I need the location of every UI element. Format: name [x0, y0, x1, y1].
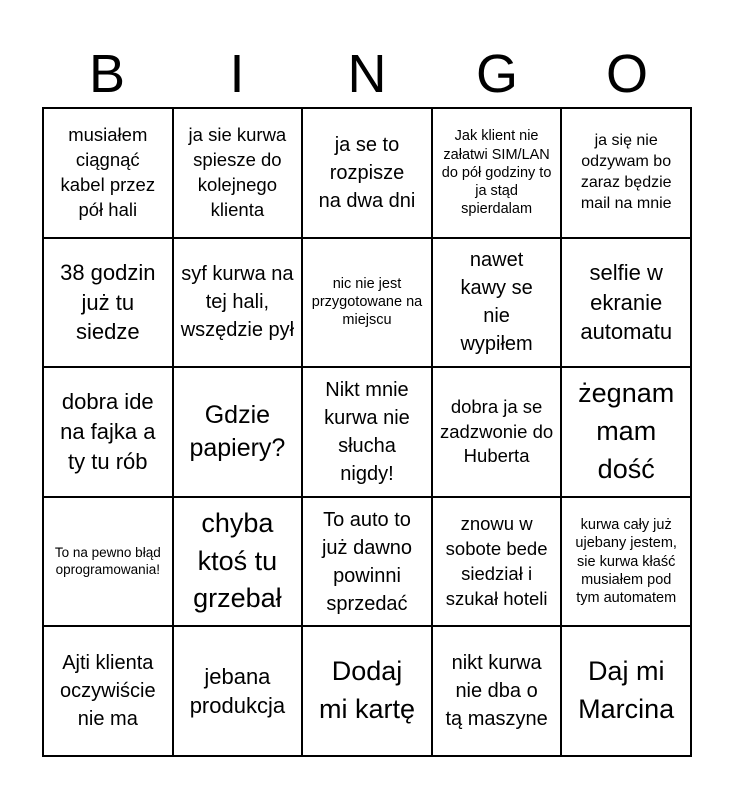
bingo-cell[interactable]	[173, 497, 303, 627]
bingo-cell[interactable]	[432, 626, 562, 756]
header-letter-b: B	[88, 44, 126, 104]
cell-text: ja się nie odzywam bo zaraz będzie mail na mnie	[580, 132, 672, 212]
cell-text: Dodaj mi kartę	[318, 656, 415, 725]
cell-text: jebana produkcja	[189, 663, 286, 719]
bingo-cell[interactable]	[561, 367, 691, 497]
cell-text: żegnam mam dość	[578, 378, 675, 484]
bingo-cell[interactable]	[173, 238, 303, 368]
bingo-cell[interactable]	[302, 497, 432, 627]
bingo-cell[interactable]	[173, 626, 303, 756]
cell-text: Nikt mnie kurwa nie słucha nigdy!	[324, 378, 410, 485]
header-letter-i: I	[229, 44, 245, 104]
bingo-cell[interactable]	[43, 108, 173, 238]
cell-text: kurwa cały już ujebany jestem, sie kurwa kłaść musiałem pod tym automatem	[575, 517, 677, 606]
cell-text: dobra ide na fajka a ty tu rób	[60, 389, 156, 474]
bingo-cell[interactable]	[302, 108, 432, 238]
bingo-cell[interactable]	[43, 238, 173, 368]
cell-text: nic nie jest przygotowane na miejscu	[311, 276, 423, 329]
bingo-cell[interactable]	[561, 626, 691, 756]
bingo-cell[interactable]	[432, 367, 562, 497]
bingo-cell[interactable]	[43, 626, 173, 756]
bingo-cell[interactable]	[561, 108, 691, 238]
cell-text: ja sie kurwa spiesze do kolejnego klienta	[188, 123, 287, 220]
bingo-cell[interactable]	[173, 108, 303, 238]
bingo-cell[interactable]	[43, 367, 173, 497]
cell-text: To auto to już dawno powinni sprzedać	[321, 508, 413, 615]
bingo-cell[interactable]	[173, 367, 303, 497]
cell-text: znowu w sobote bede siedział i szukał hoteli	[445, 512, 548, 609]
bingo-header	[42, 40, 692, 108]
cell-text: ja se to rozpisze na dwa dni	[318, 133, 416, 212]
cell-text: To na pewno błąd oprogramowania!	[54, 544, 161, 577]
bingo-cell[interactable]	[561, 497, 691, 627]
cell-text: chyba ktoś tu grzebał	[193, 507, 282, 614]
bingo-cell[interactable]	[302, 626, 432, 756]
cell-text: syf kurwa na tej hali, wszędzie pył	[180, 263, 295, 342]
cell-text: dobra ja se zadzwonie do Huberta	[440, 395, 554, 467]
bingo-cell[interactable]	[302, 367, 432, 497]
cell-text: selfie w ekranie automatu	[580, 259, 673, 345]
cell-text: Jak klient nie załatwi SIM/LAN do pół godziny to ja stąd spierdalam	[441, 128, 552, 217]
cell-text: Daj mi Marcina	[578, 656, 675, 725]
header-letter-g: G	[475, 44, 518, 104]
bingo-cell[interactable]	[302, 238, 432, 368]
cell-text: 38 godzin już tu siedze	[60, 259, 156, 345]
cell-text: nawet kawy se nie wypiłem	[460, 249, 533, 356]
bingo-cell[interactable]	[561, 238, 691, 368]
cell-text: musiałem ciągnąć kabel przez pół hali	[60, 123, 156, 220]
bingo-cell[interactable]	[43, 497, 173, 627]
cell-text: nikt kurwa nie dba o tą maszyne	[445, 652, 548, 731]
bingo-cell[interactable]	[432, 108, 562, 238]
cell-text: Gdzie papiery?	[189, 401, 286, 462]
header-letter-o: O	[605, 44, 648, 104]
bingo-cell[interactable]	[432, 238, 562, 368]
cell-text: Ajti klienta oczywiście nie ma	[60, 652, 156, 731]
bingo-grid	[42, 107, 692, 757]
bingo-cell[interactable]	[432, 497, 562, 627]
header-letter-n: N	[347, 44, 387, 104]
